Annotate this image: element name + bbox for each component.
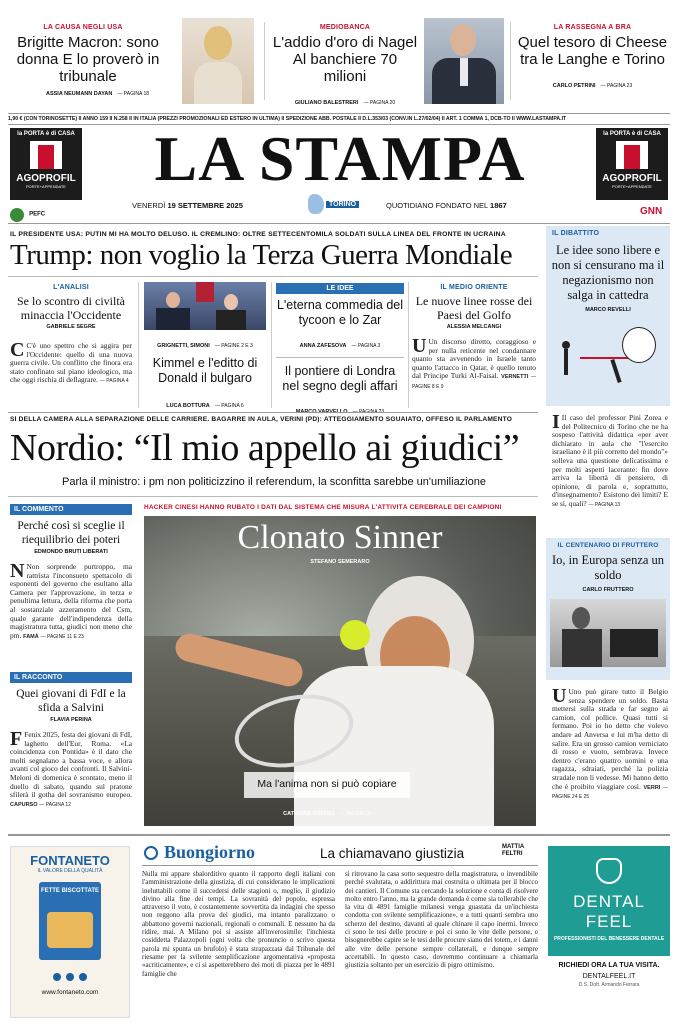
ear-ad-brand: AGOPROFIL <box>16 173 76 184</box>
buongiorno-author-last: FELTRI <box>502 851 523 857</box>
teaser-bar <box>0 0 678 108</box>
ear-ad-top: la PORTA è di CASA <box>17 131 75 137</box>
analisi-page: — PAGINA 4 <box>99 378 129 385</box>
sinner-kicker: HACKER CINESI HANNO RUBATO I DATI DAL SISTEMA CHE MISURA L'ATTIVITÀ CEREBRALE DEI CAMPIONI <box>144 504 502 511</box>
dentalfeel-director: D.S. Dott. Armando Ferrara <box>578 982 640 988</box>
teaser-3[interactable] <box>515 24 670 91</box>
kimmel-box[interactable] <box>144 356 266 411</box>
founded-line <box>386 201 507 210</box>
idee-a-page: — PAGINA 3 <box>351 343 381 349</box>
sun-icon <box>144 846 158 860</box>
dentalfeel-url: DENTALFEEL.IT <box>582 973 636 980</box>
centenario-author: CARLO FRUTTERO <box>582 587 634 593</box>
medio-box[interactable]: IL MEDIO ORIENTE Le nuove linee rosse dei Paesi del Golfo ALESSIA MELCANGI U Un discorso diretto, coraggioso e per nulla reticente nel condannare quanto sta avvenendo in Israele tanto quanto l'attacco in Qatar, è quello tenuto dal Principe Turki Al-Faisal. VERNETTI — PAGINE 8 E 9 <box>412 284 536 390</box>
analisi-body: C'è uno spettro che si aggira per l'Occidente: quello di una nuova guerra civile. Un conflitto che finora era stato confinato sul piano ideologico, ma che oggi rischia di deflagrare. <box>10 341 132 385</box>
teaser-author: GIULIANO BALESTRERI <box>294 100 359 106</box>
founded-prefix: QUOTIDIANO FONDATO NEL <box>386 201 488 210</box>
teaser-kicker: LA CAUSA NEGLI USA <box>43 24 123 31</box>
medio-kicker: IL MEDIO ORIENTE <box>440 284 508 291</box>
teaser-photo-2 <box>424 18 504 104</box>
analisi-title: Se lo scontro di civiltà minaccia l'Occidente <box>17 294 125 322</box>
nordio-kicker: SÌ DELLA CAMERA ALLA SEPARAZIONE DELLE CARRIERE. BAGARRE IN AULA, VERINI (PD): ATTEGGIAMENTO SGUAIATO, OFFESO IL PARLAMENTO <box>10 416 513 423</box>
fruttero-photo <box>550 599 666 667</box>
date-weekday: VENERDÌ <box>132 201 166 210</box>
tooth-icon <box>596 858 622 884</box>
kimmel-page: — PAGINA 6 <box>214 403 244 409</box>
racconto-title: Quei giovani di FdI e la sfida a Salvini <box>16 688 126 714</box>
ear-ad-sub: PORTE+APPENDATE <box>612 184 652 189</box>
centenario-page: — PAGINE 24 E 25 <box>552 784 668 801</box>
idee-box[interactable] <box>276 283 404 417</box>
fontaneto-url: www.fontaneto.com <box>41 989 99 996</box>
dibattito-body-wrap: I Il caso del professor Pini Zorea e del Politecnico di Torino che ne ha sospeso l'attività didattica «per aver dichiarato in aula che "l'esercito israeliano è il più corretto del mondo"» solleva una questione delicatissima e per molti aspetti lacerante: fin dove arriva la libertà di pensiero, di opinione, di parola e, soprattutto, d'insegnamento? Esistono dei limiti? E se sì, quali? — PAGINA 13 <box>552 411 668 508</box>
dentalfeel-cta: RICHIEDI ORA LA TUA VISITA. <box>558 962 660 969</box>
fontaneto-product: FETTE BISCOTTATE <box>40 888 100 894</box>
nordio-headline[interactable]: Nordio: “Il mio appello ai giudici” <box>10 427 520 469</box>
masthead-date <box>132 201 243 210</box>
centenario-body: Uno può girare tutto il Belgio senza spendere un soldo. Basta mettersi sulla strada e far segno ai camion, col pollice. Quasi tutti si fermano. Poi io ho detto che volevo andare ad Anversa e lui m'ha detto di salire. Era un grosso camion verniciato di rosso e vuoto, sembrava. Invece dentro c'erano quattro uomini e una ragazza, sdraiati, perché la polizia stradale non li vedesse. Mi hanno detto che è proibito viaggiare così. <box>552 687 668 791</box>
gnn-logo: GNN <box>640 206 663 217</box>
centenario-title: Io, in Europa senza un soldo <box>551 553 665 582</box>
medio-sign: VERNETTI <box>501 374 529 381</box>
pefc-label: PEFC <box>29 211 46 218</box>
fontaneto-tagline: IL VALORE DELLA QUALITÀ <box>37 868 103 874</box>
idee-kicker: LE IDEE <box>276 283 404 294</box>
racconto-kicker: IL RACCONTO <box>10 672 132 683</box>
product-pack <box>39 882 101 960</box>
fontaneto-brand: FONTANETO <box>30 853 110 868</box>
buongiorno-kicker: Buongiorno <box>164 842 256 862</box>
pefc-logo <box>10 204 80 224</box>
lead-kicker: IL PRESIDENTE USA: PUTIN MI HA MOLTO DELUSO. IL CREMLINO: OLTRE SETTECENTOMILA SOLDATI SULLA LINEA DEL FRONTE IN UCRAINA <box>10 231 506 238</box>
centenario-kicker: IL CENTENARIO DI FRUTTERO <box>557 542 659 549</box>
medio-author: ALESSIA MELCANGI <box>446 324 502 330</box>
dibattito-illustration <box>550 319 666 389</box>
trump-starmer-photo <box>144 282 266 330</box>
sinner-credit: TIM CLAYTON/GETTY <box>440 818 492 824</box>
dibattito-page: — PAGINA 13 <box>588 501 621 508</box>
masthead-title[interactable]: LA STAMPA <box>154 123 526 194</box>
dentalfeel-tagline: PROFESSIONISTI DEL BENESSERE DENTALE <box>553 936 665 942</box>
kimmel-title: Kimmel e l'editto di Donald il bulgaro <box>152 356 258 385</box>
centenario-body-wrap: U Uno può girare tutto il Belgio senza spendere un soldo. Basta mettersi sulla strada e far segno ai camion, col pollice. Quasi tutti si fermano. Poi io ho detto che volevo andare ad Anversa e lui m'ha detto di salire. Era un grosso camion verniciato di rosso e vuoto, sembrava. Invece dentro c'erano quattro uomini e una ragazza, sdraiati, perché la polizia stradale non li vedesse. Mi hanno detto che è proibito viaggiare così. VERRI — PAGINE 24 E 25 <box>552 685 668 801</box>
teaser-title: Quel tesoro di Cheese tra le Langhe e Torino <box>517 34 668 68</box>
door-icon <box>30 141 62 169</box>
date-value: 19 SETTEMBRE 2025 <box>167 201 243 210</box>
dentalfeel-brand: DENTAL FEEL <box>573 892 645 931</box>
teaser-author: CARLO PETRINI <box>552 83 596 89</box>
analisi-box[interactable]: L'ANALISI Se lo scontro di civiltà minaccia l'Occidente GABRIELE SEGRE C C'è uno spettro che si aggira per l'Occidente: quello di una nuova guerra civile. Un conflitto che finora era stato confinato sul piano ideologico, ma che oggi rischia di deflagrare. — PAGINA 4 <box>10 284 132 385</box>
teaser-page: — PAGINA 23 <box>600 83 633 89</box>
lead-headline[interactable]: Trump: non voglio la Terza Guerra Mondiale <box>10 239 513 271</box>
sinner-title: Clonato Sinner <box>237 519 443 556</box>
teaser-2[interactable] <box>270 24 420 108</box>
nordio-sub: Parla il ministro: i pm non politicizzino il referendum, la sconfitta sarebbe un'umiliazione <box>62 476 486 488</box>
dentalfeel-ad[interactable] <box>548 846 670 1018</box>
legal-line: 1,90 € (CON TORINOSETTE) II ANNO 159 II N.258 II IN ITALIA (PREZZI PROMOZIONALI ED ESTERO IN ULTIMA) II SPEDIZIONE ABB. POSTALE II D.L.353/03 (CONV.IN L.27/02/04) II ART. 1 COMMA 1, DCB-TO II WWW.LASTAMPA.IT <box>8 113 670 125</box>
racconto-body: Fenix 2025, festa dei giovani di FdI, laghetto dell'Eur, Roma. «La coincidenza con Pontida» è il dato che molti segnalano a bassa voce, e allora avanti col gioco dei confronti. Il Salvini-Meloni di domenica è scontato, meno il duello di sabato, quando sul pratone sfilerà il gotha del sovranismo europeo. <box>10 730 132 800</box>
ear-ad-brand: AGOPROFIL <box>602 173 662 184</box>
buongiorno-box[interactable] <box>142 842 538 978</box>
teaser-kicker: MEDIOBANCA <box>319 24 371 31</box>
ear-ad-sub: PORTE+APPENDATE <box>26 184 66 189</box>
commento-kicker: IL COMMENTO <box>10 504 132 515</box>
sinner-caption-author: CATERINA SOFFICI <box>283 811 335 817</box>
commento-body: Non sorprende purtroppo, ma rattrista l'inconsueto spettacolo di esponenti del governo che esultano alla Camera per l'approvazione, in terza e penultima lettura, della riforma che porta al sostanziale azzeramento del Csm, quale garante dell'indipendenza della magistratura tutta, giudici non meno che pm. <box>10 562 132 640</box>
sinner-caption: Ma l'anima non si può copiare <box>257 778 397 790</box>
sinner-author: STEFANO SEMERARO <box>310 559 370 565</box>
fontaneto-ad[interactable] <box>10 846 130 1018</box>
buongiorno-col1: Nulla mi appare sbalorditivo quanto il rapporto degli italiani con l'amministrazione della giustizia, di cui considerano le implicazioni ineluttabili come il succedersi delle stagioni o, meglio, il giudizio divino alla fine dei tempi. La sovranità del popolo, espressa attraverso il voto, è costantemente sovvertita da indagini che spesso non reggono alla prova dei giudici, ma intanto paralizzano o abbattono governi nazionali, regionali o comunali. E nessuno ha da ridire, mai. A Milano poi si assiste all'inverosimile: l'inchiesta cosiddetta Palazzopoli (ogni volta che pronuncio o scrivo questa parola mi spunta un brufolo) è stata strapazzata dal Tribunale del riesame per la svilente semplificazione argomentativa «proposta «acriticamente», e ci si aspetterebbero dei moti di piazza per le 4891 famiglie che <box>142 870 335 978</box>
teaser-title: L'addio d'oro di Nagel Al banchiere 70 milioni <box>272 34 418 85</box>
teaser-page: — PAGINA 20 <box>363 100 396 106</box>
buongiorno-col2: si ritrovano la casa sotto sequestro della magistratura, o invendibile perché svalutata, o addirittura mai costruita o ultimata per il blocco dei cantieri. Il Comune sta cercando la soluzione e conta di risolvere molto entro l'anno, ma la grande domanda è come sia tollerabile che la vita di 4891 famiglie milanesi venga guastata da un'inchiesta condotta con svilente semplificazione», e a tutti quanti sembra uno scherzo del destino, davanti al quale chinare il capo inermi. Invece ci sono le tesi delle procure e poi ci sono le vite delle persone, e bisognerebbe capire se le tesi delle procure siano dei totem, e i danni alle vite delle persone sempre collaterali, e dunque sempre accettabili. In questo caso, dovremmo continuare a chiamarla giustizia soltanto per un esercizio di pigro ottimismo. <box>345 870 538 970</box>
sinner-caption-page: — PAGINA 19 <box>339 811 371 817</box>
racconto-author: FLAVIA PERINA <box>50 717 92 723</box>
idee-a-author: ANNA ZAFESOVA <box>299 343 347 349</box>
medio-body: Un discorso diretto, coraggioso e per nulla reticente nel condannare quanto sta avvenendo in Israele tanto quanto l'attacco in Qatar, è quello tenuto dal Principe Turki Al-Faisal. <box>412 337 536 381</box>
sinner-caption-box <box>244 772 410 798</box>
city-label: TORINO <box>326 201 359 208</box>
ear-ad-top: la PORTA è di CASA <box>603 131 661 137</box>
racconto-box[interactable]: IL RACCONTO Quei giovani di FdI e la sfida a Salvini FLAVIA PERINA F Fenix 2025, festa dei giovani di FdI, laghetto dell'Eur, Roma. «La coincidenza con Pontida» è il dato che molti segnalano a bassa voce, e allora avanti col gioco dei confronti. Il Salvini-Meloni di domenica è scontato, meno il duello di sabato, quando sul pratone sfilerà il gotha del sovranismo europeo. CAPURSO — PAGINA 12 <box>10 674 132 808</box>
dibattito-kicker: IL DIBATTITO <box>552 230 600 237</box>
teaser-title: Brigitte Macron: sono donna E lo proverò in tribunale <box>16 34 160 85</box>
idee-a-title: L'eterna commedia del tycoon e lo Zar <box>276 298 404 327</box>
city-badge <box>308 194 364 214</box>
centenario-sign: VERRI <box>643 784 661 791</box>
kimmel-author: LUCA BOTTURA <box>166 403 210 409</box>
map-icon <box>308 194 324 214</box>
tennis-ball <box>340 620 370 650</box>
ear-ad-left[interactable] <box>10 128 82 200</box>
photo1-credit: GRIGNETTI, SIMONI <box>157 343 210 349</box>
photo1-page: — PAGINE 2 E 3 <box>214 343 253 349</box>
medio-page: — PAGINE 8 E 9 <box>412 374 536 390</box>
racconto-sign: CAPURSO <box>10 801 38 808</box>
medio-title: Le nuove linee rosse dei Paesi del Golfo <box>415 294 533 322</box>
teaser-kicker: LA RASSEGNA A BRA <box>553 24 632 31</box>
ear-ad-right[interactable] <box>596 128 668 200</box>
centenario-box[interactable] <box>546 538 670 680</box>
dibattito-author: MARCO REVELLI <box>585 307 631 313</box>
commento-author: EDMONDO BRUTI LIBERATI <box>34 549 108 555</box>
teaser-author: ASSIA NEUMANN DAYAN <box>46 91 113 97</box>
dibattito-title: Le idee sono libere e non si censurano ma il negazionismo non salga in cattedra <box>551 243 665 302</box>
teaser-photo-1 <box>182 18 254 104</box>
social-icons <box>11 966 129 985</box>
teaser-page: — PAGINA 18 <box>117 91 150 97</box>
buongiorno-title: La chiamavano giustizia <box>320 846 465 861</box>
door-icon <box>616 141 648 169</box>
buongiorno-author-first: MATTIA <box>502 844 525 850</box>
analisi-kicker: L'ANALISI <box>53 284 89 291</box>
commento-sign: FAMÀ <box>23 633 39 640</box>
racconto-page: — PAGINA 12 <box>39 801 71 808</box>
commento-page: — PAGINE 11 E 23 <box>40 633 84 640</box>
dibattito-body: Il caso del professor Pini Zorea e del Politecnico di Torino che ne ha sospeso l'attività didattica «per aver dichiarato in aula che "l'esercito israeliano è il più corretto del mondo"» solleva una questione delicatissima e per molti aspetti lacerante: fin dove arriva la libertà di pensiero, di opinione, di parola e, soprattutto, d'insegnamento? Esistono dei limiti? E se sì, quali? <box>552 413 668 508</box>
commento-box[interactable]: IL COMMENTO Perché così si scegli​e il riequilibrio dei poteri EDMONDO BRUTI LIBERATI N Non sorprende purtroppo, ma rattrista l'inconsueto spettacolo di esponenti del governo che esultano alla Camera per l'approvazione, in terza e penultima lettura, della riforma che porta al sostanziale azzeramento del Csm, quale garante dell'indipendenza della magistratura tutta, giudici non meno che pm. FAMÀ — PAGINE 11 E 23 <box>10 506 132 640</box>
founded-year: 1867 <box>490 201 507 210</box>
commento-title: Perché così si scegli​e il riequilibrio dei poteri <box>17 520 125 546</box>
dibattito-box[interactable] <box>546 226 670 406</box>
idee-b-title: Il pontiere di Londra nel segno degli affari <box>282 364 398 393</box>
analisi-author: GABRIELE SEGRE <box>46 324 96 330</box>
